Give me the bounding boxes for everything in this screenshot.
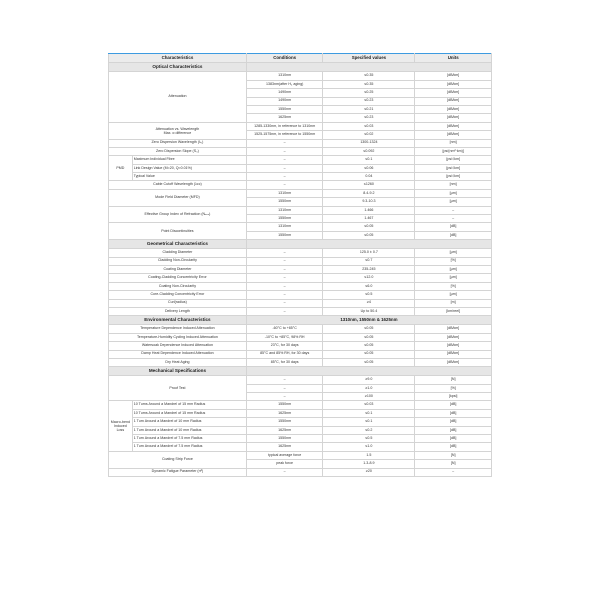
group-label-pmd: PMD: [109, 156, 133, 181]
table-row: [109, 299, 492, 307]
cell-condition: 1285-1330nm, in reference to 1310nm: [246, 122, 323, 130]
cell-unit: [dB]: [415, 443, 492, 451]
cell-condition: –: [246, 181, 323, 189]
row-label: Coating Diameter: [109, 265, 247, 273]
cell-value: 235-245: [323, 265, 415, 273]
cell-unit: [%]: [415, 384, 492, 392]
cell-value: ≤0.03: [323, 401, 415, 409]
cell-unit: [dB/km]: [415, 89, 492, 97]
cell-condition: -10°C to +85°C, 98% RH: [246, 333, 323, 341]
cell-condition: 1625nm: [246, 443, 323, 451]
cell-condition: –: [246, 282, 323, 290]
cell-value: ≤0.1: [323, 409, 415, 417]
cell-value: ≤0.05: [323, 342, 415, 350]
cell-unit: [dB/km]: [415, 358, 492, 366]
cell-value: ≤0.23: [323, 114, 415, 122]
table-row: [109, 376, 492, 384]
cell-unit: [dB/km]: [415, 114, 492, 122]
cell-condition: –: [246, 139, 323, 147]
row-sublabel: 1 Turn Around a Mandrel of 7.5 mm Radius: [132, 435, 246, 443]
row-sublabel: 10 Turns Around a Mandrel of 15 mm Radius: [132, 409, 246, 417]
cell-condition: 1383nm(after H₂ aging): [246, 80, 323, 88]
group-label-macro-bend: Macro-bend Induced Loss: [109, 401, 133, 451]
cell-unit: [dB/km]: [415, 80, 492, 88]
table-row: [109, 307, 492, 315]
table-row: [109, 409, 492, 417]
row-label: Cladding Diameter: [109, 249, 247, 257]
cell-condition: 85°C, for 30 days: [246, 358, 323, 366]
cell-value: ≤0.1: [323, 418, 415, 426]
cell-condition: 1525-1575nm, in reference to 1550nm: [246, 131, 323, 139]
cell-unit: [ps/(nm²·km)]: [415, 147, 492, 155]
table-row: [109, 181, 492, 189]
row-label-line: Max. α difference: [163, 130, 192, 135]
row-label: Cladding Non-Circularity: [109, 257, 247, 265]
section-filler: [246, 367, 491, 376]
cell-unit: [µm]: [415, 274, 492, 282]
cell-value: 1.3-8.9: [323, 460, 415, 468]
row-label: Coating-Cladding Concentricity Error: [109, 274, 247, 282]
header-units: Units: [415, 54, 492, 63]
row-label: Mode Field Diameter (MFD): [109, 189, 247, 206]
row-label: Delivery Length: [109, 307, 247, 315]
cell-value: ≤0.05: [323, 223, 415, 231]
table-row: [109, 274, 492, 282]
cell-unit: [dB/km]: [415, 350, 492, 358]
section-row: [109, 63, 492, 72]
cell-value: ≤0.06: [323, 164, 415, 172]
cell-unit: [%]: [415, 257, 492, 265]
table-row: [109, 139, 492, 147]
cell-condition: typical average force: [246, 451, 323, 459]
table-row: [109, 333, 492, 341]
cell-condition: 1550nm: [246, 401, 323, 409]
table-row: [109, 189, 492, 197]
cell-condition: 23°C, for 30 days: [246, 342, 323, 350]
cell-unit: [dB]: [415, 435, 492, 443]
table-row: [109, 435, 492, 443]
row-label: Curl(radius): [109, 299, 247, 307]
cell-condition: 1310nm: [246, 223, 323, 231]
cell-value: ≤0.2: [323, 426, 415, 434]
cell-condition: 1550nm: [246, 215, 323, 223]
cell-value: ≤0.21: [323, 105, 415, 113]
cell-condition: –: [246, 376, 323, 384]
cell-unit: [ps/√km]: [415, 173, 492, 181]
table-row: [109, 325, 492, 333]
cell-condition: –: [246, 468, 323, 476]
cell-value: ≤0.05: [323, 350, 415, 358]
cell-value: ≤0.05: [323, 358, 415, 366]
cell-unit: [dB/km]: [415, 105, 492, 113]
cell-condition: 1490nm: [246, 89, 323, 97]
cell-condition: –: [246, 291, 323, 299]
table-row: [109, 173, 492, 181]
cell-condition: 1550nm: [246, 105, 323, 113]
cell-value: ≤0.05: [323, 325, 415, 333]
cell-unit: [dB/km]: [415, 72, 492, 80]
cell-condition: 1310nm: [246, 72, 323, 80]
cell-condition: -60°C to +85°C: [246, 325, 323, 333]
cell-value: ≤0.5: [323, 291, 415, 299]
section-title-environmental: Environmental Characteristics: [109, 316, 247, 325]
cell-unit: [dB/km]: [415, 131, 492, 139]
cell-condition: –: [246, 307, 323, 315]
row-label: Coating Strip Force: [109, 451, 247, 468]
section-filler: [246, 63, 491, 72]
cell-condition: 1550nm: [246, 435, 323, 443]
cell-value: ≤0.23: [323, 97, 415, 105]
cell-value: 1300-1324: [323, 139, 415, 147]
cell-value: ≤0.25: [323, 89, 415, 97]
table-row: [109, 223, 492, 231]
table-row: [109, 451, 492, 459]
row-label: Damp Heat Dependence Induced Attenuation: [109, 350, 247, 358]
cell-value: ≤0.02: [323, 131, 415, 139]
table-row: [109, 156, 492, 164]
table-row: [109, 164, 492, 172]
cell-unit: [dB/km]: [415, 333, 492, 341]
cell-unit: [km/reel]: [415, 307, 492, 315]
row-label: Temperature-Humidity Cycling Induced Attenuation: [109, 333, 247, 341]
row-label: Effective Group Index of Refraction (Nₑₒₒ): [109, 206, 247, 223]
cell-unit: –: [415, 206, 492, 214]
cell-unit: –: [415, 215, 492, 223]
cell-unit: –: [415, 468, 492, 476]
cell-condition: 1310nm: [246, 206, 323, 214]
section-title-optical: Optical Characteristics: [109, 63, 247, 72]
row-label: Point Discontinuities: [109, 223, 247, 240]
table-row: [109, 426, 492, 434]
cell-value: ≥9.0: [323, 376, 415, 384]
table-row: [109, 257, 492, 265]
cell-condition: 1625nm: [246, 426, 323, 434]
row-label-line: Attenuation vs. Wavelength: [155, 126, 200, 131]
row-label: Dry Heat Aging: [109, 358, 247, 366]
section-row: [109, 240, 492, 249]
cell-unit: [µm]: [415, 291, 492, 299]
header-row: [109, 54, 492, 63]
cell-value: ≥4: [323, 299, 415, 307]
cell-value: 9.3-10.3: [323, 198, 415, 206]
cell-value: ≤1.0: [323, 443, 415, 451]
row-label: Temperature Dependence Induced Attenuation: [109, 325, 247, 333]
row-label: Coating Non-Circularity: [109, 282, 247, 290]
cell-value: ≤1260: [323, 181, 415, 189]
cell-condition: –: [246, 299, 323, 307]
table-row: [109, 72, 492, 80]
cell-value: 1.5: [323, 451, 415, 459]
table-row: [109, 418, 492, 426]
cell-value: ≤6.0: [323, 282, 415, 290]
row-label: Zero Dispersion Wavelength (λ₀): [109, 139, 247, 147]
cell-value: ≥1.0: [323, 384, 415, 392]
row-sublabel: 1 Turn Around a Mandrel of 10 mm Radius: [132, 426, 246, 434]
row-label: [109, 122, 247, 139]
cell-value: 0.04: [323, 173, 415, 181]
cell-unit: [m]: [415, 299, 492, 307]
cell-condition: –: [246, 274, 323, 282]
cell-value: ≤0.7: [323, 257, 415, 265]
cell-condition: –: [246, 164, 323, 172]
cell-unit: [dB]: [415, 409, 492, 417]
spec-table: [108, 53, 492, 477]
cell-unit: [nm]: [415, 139, 492, 147]
cell-unit: [µm]: [415, 249, 492, 257]
cell-unit: [dB/km]: [415, 122, 492, 130]
cell-value: Up to 50.4: [323, 307, 415, 315]
row-sublabel: Typical Value: [132, 173, 246, 181]
cell-condition: –: [246, 173, 323, 181]
cell-condition: 85°C and 85% RH, for 30 days: [246, 350, 323, 358]
cell-condition: 1490nm: [246, 97, 323, 105]
row-label: Watersoak Dependence Induced Attenuation: [109, 342, 247, 350]
cell-value: 1.467: [323, 215, 415, 223]
section-title-mechanical: Mechanical Specifications: [109, 367, 247, 376]
cell-unit: [%]: [415, 282, 492, 290]
section-row: [109, 316, 492, 325]
cell-value: ≤0.03: [323, 122, 415, 130]
row-label: Core-Cladding Concentricity Error: [109, 291, 247, 299]
cell-value: ≤0.05: [323, 231, 415, 239]
row-sublabel: 10 Turns Around a Mandrel of 15 mm Radius: [132, 401, 246, 409]
cell-unit: [ps/√km]: [415, 164, 492, 172]
cell-condition: 1625nm: [246, 114, 323, 122]
cell-unit: [nm]: [415, 181, 492, 189]
cell-condition: –: [246, 265, 323, 273]
cell-condition: 1625nm: [246, 409, 323, 417]
cell-unit: [dB]: [415, 231, 492, 239]
cell-condition: 1310nm: [246, 189, 323, 197]
table-row: [109, 147, 492, 155]
section-filler: [246, 240, 491, 249]
cell-condition: –: [246, 393, 323, 401]
cell-unit: [N]: [415, 460, 492, 468]
table-row: [109, 122, 492, 130]
cell-value: ≤0.092: [323, 147, 415, 155]
row-sublabel: Link Design Value (M=20, Q=0.01%): [132, 164, 246, 172]
row-sublabel: Maximum Individual Fibre: [132, 156, 246, 164]
cell-unit: [kpsi]: [415, 393, 492, 401]
table-row: [109, 291, 492, 299]
table-row: [109, 350, 492, 358]
row-label: Dynamic Fatigue Parameter (nᵈ): [109, 468, 247, 476]
section-condition: 1310nm, 1550nm & 1625nm: [246, 316, 491, 325]
table-row: [109, 282, 492, 290]
cell-unit: [µm]: [415, 198, 492, 206]
table-row: [109, 468, 492, 476]
table-row: [109, 342, 492, 350]
cell-value: ≥100: [323, 393, 415, 401]
cell-value: 8.4-9.2: [323, 189, 415, 197]
cell-condition: –: [246, 249, 323, 257]
cell-unit: [dB]: [415, 426, 492, 434]
header-specified-values: Specified values: [323, 54, 415, 63]
cell-value: 1.466: [323, 206, 415, 214]
table-row: [109, 265, 492, 273]
cell-value: ≤0.5: [323, 435, 415, 443]
cell-condition: 1550nm: [246, 418, 323, 426]
row-sublabel: 1 Turn Around a Mandrel of 7.5 mm Radius: [132, 443, 246, 451]
table-row: [109, 358, 492, 366]
cell-unit: [N]: [415, 451, 492, 459]
table-row: [109, 249, 492, 257]
row-label: Zero Dispersion Slope (S₀): [109, 147, 247, 155]
cell-condition: –: [246, 147, 323, 155]
cell-unit: [dB/km]: [415, 325, 492, 333]
section-row: [109, 367, 492, 376]
header-characteristics: Characteristics: [109, 54, 247, 63]
section-title-geometrical: Geometrical Characteristics: [109, 240, 247, 249]
cell-condition: 1550nm: [246, 231, 323, 239]
cell-unit: [dB/km]: [415, 342, 492, 350]
row-label: Attenuation: [109, 72, 247, 122]
cell-condition: –: [246, 384, 323, 392]
cell-value: ≤0.1: [323, 156, 415, 164]
cell-condition: –: [246, 156, 323, 164]
cell-unit: [dB]: [415, 223, 492, 231]
cell-unit: [µm]: [415, 189, 492, 197]
cell-unit: [dB/km]: [415, 97, 492, 105]
header-conditions: Conditions: [246, 54, 323, 63]
cell-condition: peak force: [246, 460, 323, 468]
table-row: [109, 206, 492, 214]
cell-unit: [ps/√km]: [415, 156, 492, 164]
cell-value: ≤12.0: [323, 274, 415, 282]
cell-unit: [dB]: [415, 418, 492, 426]
cell-value: 125.0 ± 0.7: [323, 249, 415, 257]
cell-value: ≤0.35: [323, 80, 415, 88]
cell-unit: [N]: [415, 376, 492, 384]
table-row: [109, 443, 492, 451]
cell-condition: –: [246, 257, 323, 265]
cell-unit: [µm]: [415, 265, 492, 273]
cell-value: ≤0.05: [323, 333, 415, 341]
row-sublabel: 1 Turn Around a Mandrel of 10 mm Radius: [132, 418, 246, 426]
cell-condition: 1550nm: [246, 198, 323, 206]
row-label: Proof Test: [109, 376, 247, 401]
cell-value: ≥20: [323, 468, 415, 476]
row-label: Cable Cutoff Wavelength (λᴄᴄ): [109, 181, 247, 189]
table-row: [109, 401, 492, 409]
cell-unit: [dB]: [415, 401, 492, 409]
cell-value: ≤0.35: [323, 72, 415, 80]
